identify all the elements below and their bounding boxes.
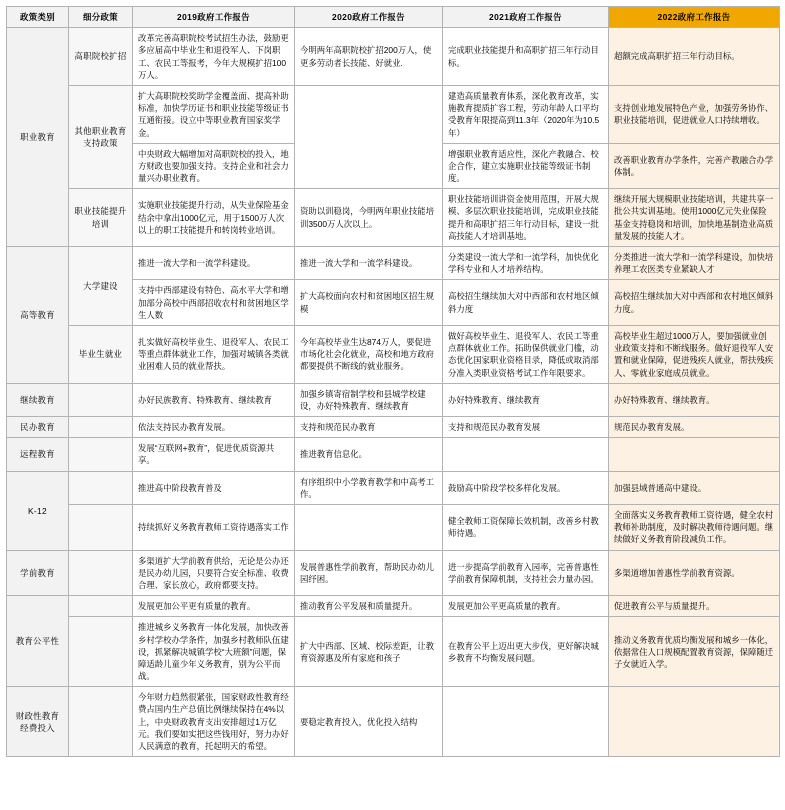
table-row [7, 438, 780, 471]
table-row [7, 596, 780, 617]
cell-2021: 职业技能培训讲资金使用范围，开展大规模、多层次职业技能培训，完成职业技能提升和高职扩招三年行动目标，建设一批高技能人才培训基地。 [443, 189, 609, 247]
row-subpolicy [69, 505, 133, 551]
cell-2021: 进一步提高学前教育入园率，完善普惠性学前教育保障机制，支持社会力量办园。 [443, 550, 609, 596]
table-row [7, 471, 780, 504]
cell-2021: 在教育公平上迈出更大步伐，更好解决城乡教育不均衡发展问题。 [443, 617, 609, 687]
cell-2022: 继续开展大规模职业技能培训，共建共享一批公共实训基地。使用1000亿元失业保险基金支持稳岗和培训，加快地基制造业高质量发展的技能人才。 [609, 189, 780, 247]
cell-2022: 推动义务教育优质均衡发展和城乡一体化，依据常住人口规模配置教育资源，保障随迁子女就近入学。 [609, 617, 780, 687]
cell-2019: 发展“互联网+教育”，促进优质资源共享。 [133, 438, 295, 471]
cell-2022: 全面落实义务教育教师工资待遇，健全农村教师补助制度，及时解决教师待遇问题。继续做好义务教育阶段减负工作。 [609, 505, 780, 551]
row-subpolicy [69, 550, 133, 596]
cell-2019: 今年财力趋然很紧张，国家财政性教育经费占国内生产总值比例继续保持在4%以上，中央财政教育支出安排超过1万亿元。我们要如实把这些钱用好，努力办好人民满意的教育，托起明天的希望。 [133, 687, 295, 757]
cell-2021 [443, 438, 609, 471]
row-category: K-12 [7, 471, 69, 550]
cell-2020: 加强乡镇寄宿制学校和县城学校建设，办好特殊教育、继续教育 [295, 383, 443, 416]
cell-2019: 支持中西部建设有特色、高水平大学和增加部分高校中西部招收农村和贫困地区学生人数 [133, 280, 295, 326]
table-row [7, 550, 780, 596]
cell-2020: 推进教育信息化。 [295, 438, 443, 471]
cell-2019: 持续抓好义务教育教师工资待遇落实工作 [133, 505, 295, 551]
row-subpolicy: 毕业生就业 [69, 325, 133, 383]
cell-2020: 扩大高校面向农村和贫困地区招生规模 [295, 280, 443, 326]
cell-2020: 资助以训稳岗，今明两年职业技能培训3500万人次以上。 [295, 189, 443, 247]
cell-2022: 支持创业地发展特色产业，加强劳务协作、职业技能培训，促进就业人口持续增收。 [609, 85, 780, 143]
header-row [7, 7, 780, 28]
cell-2022 [609, 687, 780, 757]
cell-2022: 多渠道增加普惠性学前教育资源。 [609, 550, 780, 596]
row-subpolicy [69, 687, 133, 757]
cell-2019: 发展更加公平更有质量的教育。 [133, 596, 295, 617]
header-category: 政策类别 [7, 7, 69, 28]
cell-2019: 办好民族教育、特殊教育、继续教育 [133, 383, 295, 416]
cell-2022: 改善职业教育办学条件，完善产教融合办学体制。 [609, 143, 780, 189]
row-subpolicy: 职业技能提升培训 [69, 189, 133, 247]
row-category: 继续教育 [7, 383, 69, 416]
cell-2020: 今明两年高职院校扩招200万人，使更多劳动者长技能、好就业. [295, 28, 443, 86]
cell-2021: 增强职业教育适应性，深化产教融合、校企合作，建立实施职业技能等级证书制度。 [443, 143, 609, 189]
cell-2022: 分类推进一流大学和一流学科建设，加快培养理工农医类专业紧缺人才 [609, 247, 780, 280]
cell-2020 [295, 505, 443, 551]
table-row [7, 189, 780, 247]
cell-2022: 加强县域普通高中建设。 [609, 471, 780, 504]
cell-2021: 支持和规范民办教育发展 [443, 417, 609, 438]
header-2021-report: 2021政府工作报告 [443, 7, 609, 28]
row-category: 高等教育 [7, 247, 69, 384]
header-2022-report: 2022政府工作报告 [609, 7, 780, 28]
cell-2021: 做好高校毕业生、退役军人、农民工等重点群体就业工作。拓助保供就业门槛，动态优化国家职业资格目录，降低或取消部分准入类职业资格考试工作年限要求。 [443, 325, 609, 383]
cell-2020: 发展普惠性学前教育，帮助民办幼儿园纾困。 [295, 550, 443, 596]
cell-2021: 建造高质量教育体系，深化教育改革，实施教育提质扩容工程，劳动年龄人口平均受教育年限提高到11.3年（2020年为10.5年） [443, 85, 609, 143]
cell-2021: 发展更加公平更高质量的教育。 [443, 596, 609, 617]
table-row [7, 85, 780, 143]
policy-comparison-table [6, 6, 780, 757]
cell-2019: 扩大高职院校奖助学金覆盖面、提高补助标准，加快学历证书和职业技能等级证书互通衔接。设立中等职业教育国家奖学金。 [133, 85, 295, 143]
row-subpolicy [69, 417, 133, 438]
table-row [7, 247, 780, 280]
table-row [7, 417, 780, 438]
cell-2021: 高校招生继续加大对中西部和农村地区倾斜力度 [443, 280, 609, 326]
row-subpolicy: 其他职业教育支持政策 [69, 85, 133, 188]
cell-2020: 要稳定教育投入，优化投入结构 [295, 687, 443, 757]
cell-2019: 推进高中阶段教育普及 [133, 471, 295, 504]
cell-2022: 办好特殊教育、继续教育。 [609, 383, 780, 416]
row-subpolicy [69, 471, 133, 504]
header-2019-report: 2019政府工作报告 [133, 7, 295, 28]
cell-2020 [295, 85, 443, 188]
row-category: 学前教育 [7, 550, 69, 596]
row-category: 民办教育 [7, 417, 69, 438]
row-subpolicy [69, 438, 133, 471]
cell-2020: 推进一流大学和一流学科建设。 [295, 247, 443, 280]
cell-2020: 扩大中西部、区域、校际差距，让教育资源惠及所有家庭和孩子 [295, 617, 443, 687]
row-subpolicy [69, 596, 133, 617]
table-body [7, 28, 780, 757]
row-subpolicy [69, 383, 133, 416]
table-row [7, 325, 780, 383]
cell-2020: 今年高校毕业生达874万人，要促进市场化社会化就业，高校和地方政府都要提供不断线的就业服务。 [295, 325, 443, 383]
row-category: 教育公平性 [7, 596, 69, 687]
row-category: 远程教育 [7, 438, 69, 471]
row-category: 职业教育 [7, 28, 69, 247]
header-subpolicy: 细分政策 [69, 7, 133, 28]
cell-2022: 超额完成高职扩招三年行动目标。 [609, 28, 780, 86]
row-category: 财政性教育经费投入 [7, 687, 69, 757]
cell-2021 [443, 687, 609, 757]
cell-2022: 高校毕业生超过1000万人，要加强就业创业政策支持和不断线服务。做好退役军人安置和就业保障，促进残疾人就业，帮扶残疾人、零就业家庭成员就业。 [609, 325, 780, 383]
cell-2021: 鼓励高中阶段学校多样化发展。 [443, 471, 609, 504]
cell-2019: 多渠道扩大学前教育供给，无论是公办还是民办幼儿园，只要符合安全标准、收费合理、家长放心，政府都要支持。 [133, 550, 295, 596]
table-row [7, 617, 780, 687]
cell-2021: 分类建设一流大学和一流学科，加快优化学科专业和人才培养结构。 [443, 247, 609, 280]
cell-2021: 健全教师工资保障长效机制，改善乡村教师待遇。 [443, 505, 609, 551]
cell-2019: 中央财政大幅增加对高职院校的投入，地方财政也要加强支持。支持企业和社会力量兴办职业教育。 [133, 143, 295, 189]
table-row [7, 687, 780, 757]
cell-2021: 完成职业技能提升和高职扩招三年行动目标。 [443, 28, 609, 86]
table-row [7, 28, 780, 86]
table-header [7, 7, 780, 28]
table-row [7, 383, 780, 416]
row-subpolicy [69, 617, 133, 687]
cell-2021: 办好特殊教育、继续教育 [443, 383, 609, 416]
table-row [7, 505, 780, 551]
cell-2020: 支持和规范民办教育 [295, 417, 443, 438]
cell-2020: 有序组织中小学教育教学和中高考工作。 [295, 471, 443, 504]
cell-2019: 改革完善高职院校考试招生办法，鼓励更多应届高中毕业生和退役军人、下岗职工、农民工等报考，今年大规模扩招100万人。 [133, 28, 295, 86]
cell-2022: 促进教育公平与质量提升。 [609, 596, 780, 617]
cell-2019: 推进一流大学和一流学科建设。 [133, 247, 295, 280]
row-subpolicy: 高职院校扩招 [69, 28, 133, 86]
cell-2022: 高校招生继续加大对中西部和农村地区倾斜力度。 [609, 280, 780, 326]
cell-2022: 规范民办教育发展。 [609, 417, 780, 438]
cell-2019: 推进城乡义务教育一体化发展，加快改善乡村学校办学条件，加强乡村教师队伍建设，抓紧解决城镇学校“大班额”问题，保障适龄儿童少年义务教育，别为公平而战。 [133, 617, 295, 687]
row-subpolicy: 大学建设 [69, 247, 133, 326]
cell-2019: 依法支持民办教育发展。 [133, 417, 295, 438]
cell-2020: 推动教育公平发展和质量提升。 [295, 596, 443, 617]
header-2020-report: 2020政府工作报告 [295, 7, 443, 28]
cell-2022 [609, 438, 780, 471]
cell-2019: 扎实做好高校毕业生、退役军人、农民工等重点群体就业工作，加强对城镇各类就业困难人员的就业帮扶。 [133, 325, 295, 383]
cell-2019: 实施职业技能提升行动，从失业保险基金结余中拿出1000亿元，用于1500万人次以上的职工技能提升和转岗转业培训。 [133, 189, 295, 247]
